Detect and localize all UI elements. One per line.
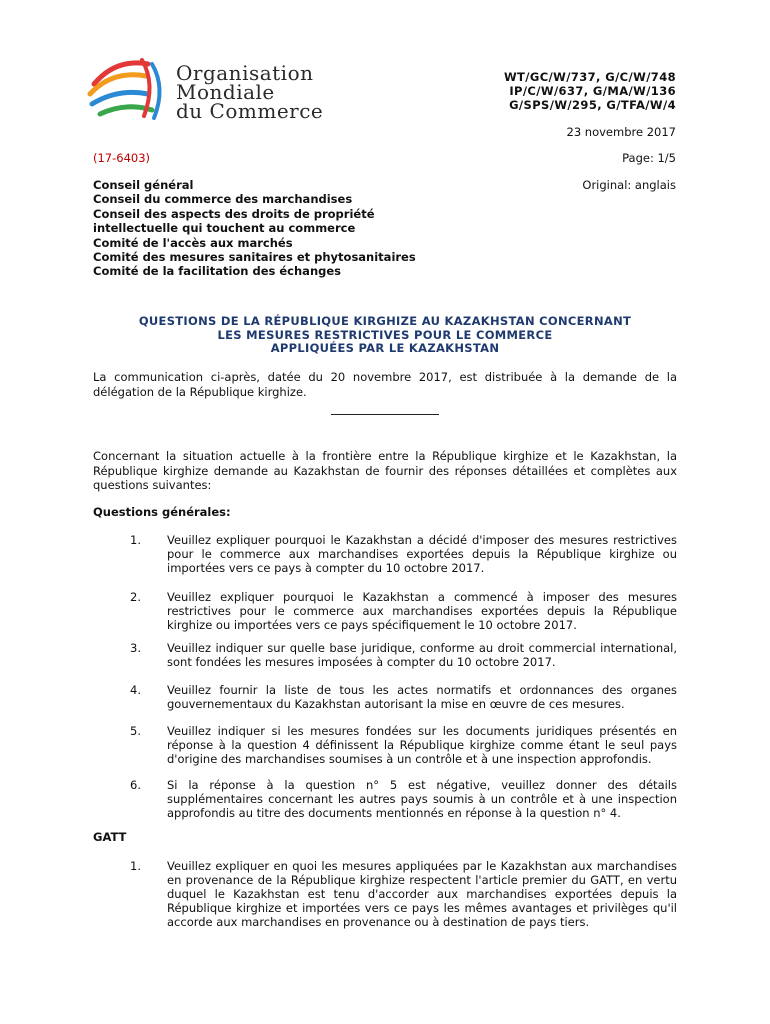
body-name: Comité de l'accès aux marchés [93,235,293,250]
section-heading-gatt: GATT [93,830,127,844]
logo-line-3: du Commerce [176,99,324,123]
body-name: Conseil des aspects des droits de propriété [93,206,375,221]
logo-line-2: Mondiale [176,80,275,104]
question-text: Veuillez fournir la liste de tous les actes normatifs et ordonnances des organes gouvernementaux du Kazakhstan autorisant la mise en œuvre de ces mesures. [167,683,677,711]
body-name: Comité des mesures sanitaires et phytosanitaires [93,250,416,265]
document-title [93,315,677,356]
question-text: Veuillez expliquer en quoi les mesures appliquées par le Kazakhstan aux marchandises en provenance de la République kirghize respectent l'article premier du GATT, en vertu duquel le Kazakhstan est tenu d'accorder aux marchandises exportées depuis la République kirghize et importées vers ce pays les mêmes avantages et privilèges qu'il accorde aux marchandises en provenance ou à destination de pays tiers. [167,859,677,929]
body-name: Conseil général [93,178,194,192]
separator-rule [331,414,439,415]
symbol-line: G/SPS/W/295, G/TFA/W/4 [509,98,676,112]
question-number: 1. [130,859,141,873]
document-reference: (17-6403) [93,151,151,165]
body-name: intellectuelle qui touchent au commerce [93,221,356,236]
question-text: Veuillez indiquer sur quelle base juridique, conforme au droit commercial international, sont fondées les mesures imposées à compter du 10 octobre 2017. [167,641,677,669]
logo-line-1: Organisation [176,61,314,85]
body-name: Conseil du commerce des marchandises [93,192,353,207]
title-line: LES MESURES RESTRICTIVES POUR LE COMMERCE [217,327,553,342]
question-number: 1. [130,533,141,547]
symbol-line: IP/C/W/637, G/MA/W/136 [509,84,676,98]
addressee-bodies [93,178,416,279]
document-date: 23 novembre 2017 [566,125,676,139]
symbol-line: WT/GC/W/737, G/C/W/748 [503,70,676,84]
context-paragraph: Concernant la situation actuelle à la frontière entre la République kirghize et le Kazakhstan, la République kirghize demande au Kazakhstan de fournir des réponses détaillées et complètes aux questions suivantes: [93,449,677,492]
question-text: Veuillez expliquer pourquoi le Kazakhstan a décidé d'imposer des mesures restrictives pour le commerce aux marchandises exportées depuis la République kirghize ou importées vers ce pays à compter du 10 octobre 2017. [167,533,677,575]
question-text: Veuillez indiquer si les mesures fondées sur les documents juridiques présentés en réponse à la question 4 définissent la République kirghize comme étant le seul pays d'origine des marchandises soumises à un contrôle et à une inspection approfondis. [167,724,677,766]
question-number: 5. [130,724,141,738]
title-line: QUESTIONS DE LA RÉPUBLIQUE KIRGHIZE AU KAZAKHSTAN CONCERNANT [138,314,632,328]
wto-emblem-icon [86,54,172,134]
question-text: Si la réponse à la question n° 5 est négative, veuillez donner des détails supplémentaires concernant les autres pays soumis à un contrôle et à une inspection approfondis au titre des documents mentionnés en réponse à la question n° 4. [167,778,677,820]
section-heading-general: Questions générales: [93,505,231,519]
question-number: 4. [130,683,141,697]
intro-paragraph: La communication ci-après, datée du 20 novembre 2017, est distribuée à la demande de la délégation de la République kirghize. [93,370,677,399]
wto-logo [86,54,336,134]
logo-wordmark [176,61,324,123]
body-name: Comité de la facilitation des échanges [93,264,342,279]
page-indicator: Page: 1/5 [622,151,676,165]
question-number: 3. [130,641,141,655]
original-language: Original: anglais [582,178,676,192]
question-number: 2. [130,590,141,604]
title-line: APPLIQUÉES PAR LE KAZAKHSTAN [270,341,500,355]
document-symbols [504,70,676,112]
question-number: 6. [130,778,141,792]
question-text: Veuillez expliquer pourquoi le Kazakhstan a commencé à imposer des mesures restrictives pour le commerce aux marchandises exportées depuis la République kirghize ou importées vers ce pays spécifiquement le 10 octobre 2017. [167,590,677,632]
